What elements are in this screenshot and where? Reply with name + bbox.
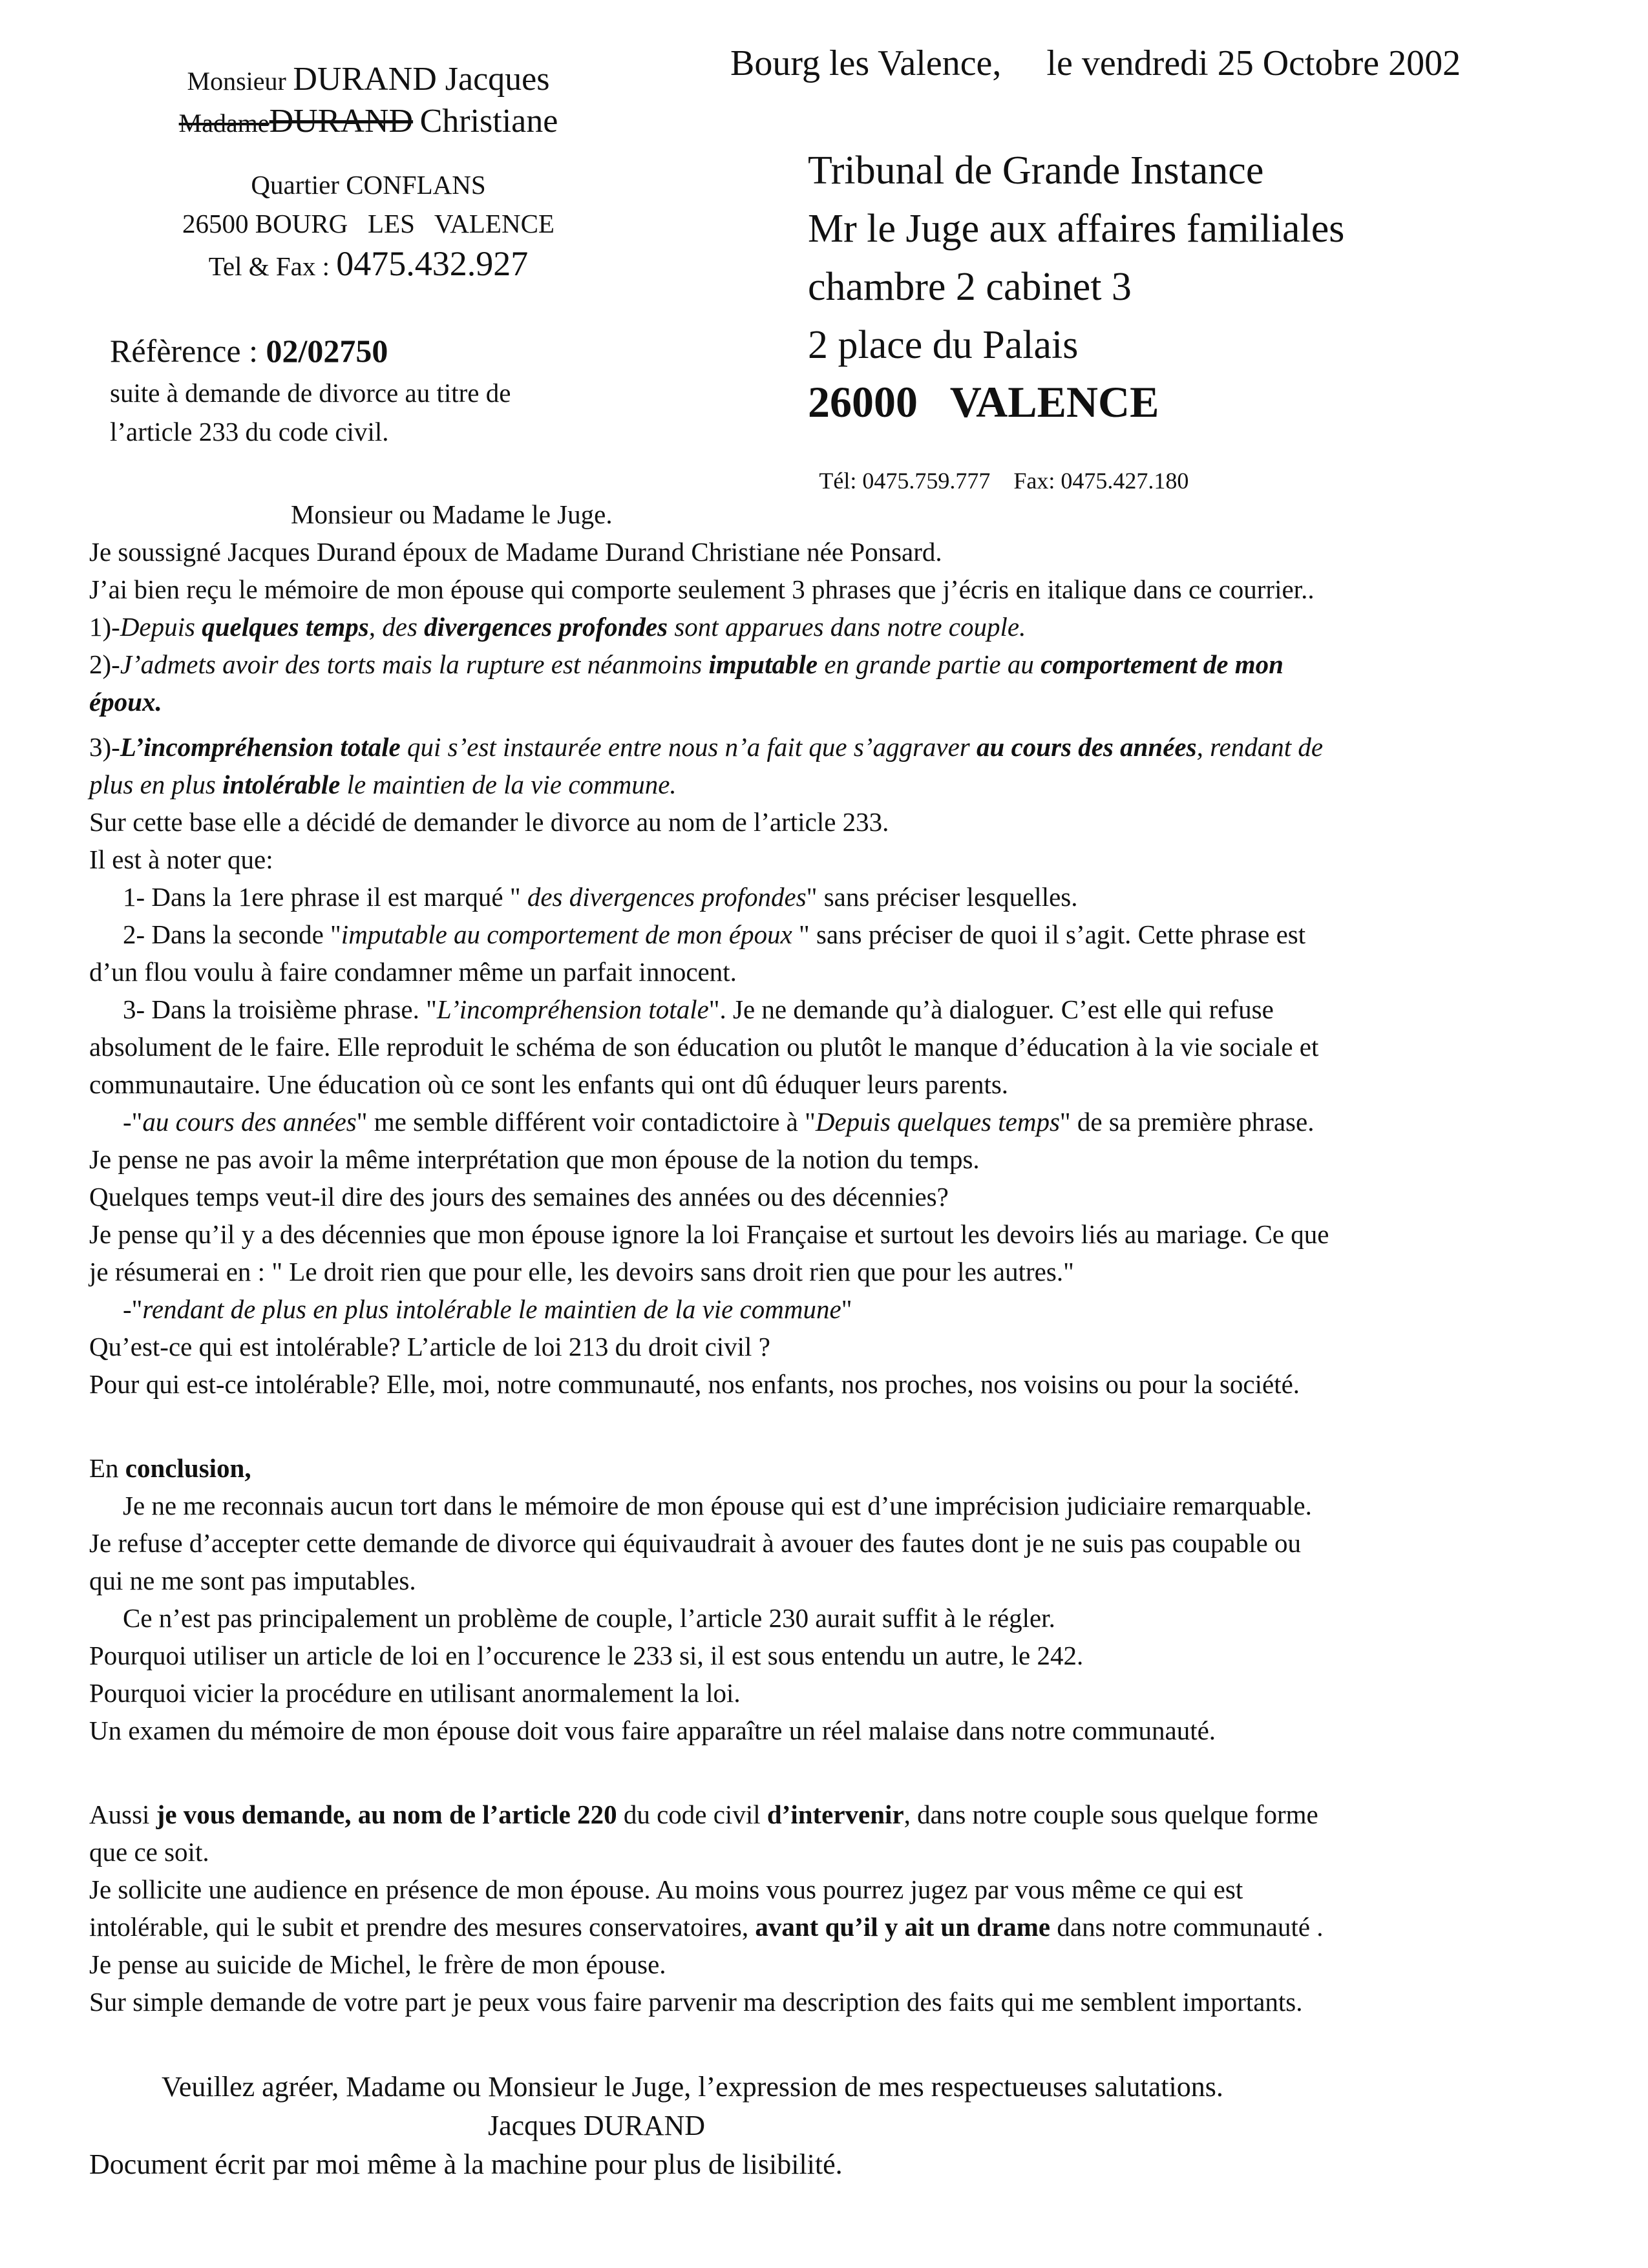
body-line: je résumerai en : " Le droit rien que pour elle, les devoirs sans droit rien que pour les autres."	[89, 1257, 1074, 1286]
body-line: Je pense ne pas avoir la même interprétation que mon épouse de la notion du temps.	[89, 1144, 980, 1174]
sender-name-line: Monsieur DURAND Jacques	[187, 61, 550, 98]
body-line: Pourquoi vicier la procédure en utilisant anormalement la loi.	[89, 1678, 741, 1708]
recipient-contact: Tél: 0475.759.777 Fax: 0475.427.180	[819, 468, 1189, 494]
body-line: Je soussigné Jacques Durand époux de Madame Durand Christiane née Ponsard.	[89, 537, 942, 567]
sender-phone-line: Tel & Fax : 0475.432.927	[208, 244, 529, 283]
body-line: Pour qui est-ce intolérable? Elle, moi, notre communauté, nos enfants, nos proches, nos voisins ou pour la société.	[89, 1369, 1300, 1399]
body-line: Ce n’est pas principalement un problème de couple, l’article 230 aurait suffit à le régler.	[123, 1603, 1055, 1633]
recipient-judge: Mr le Juge aux affaires familiales	[808, 207, 1345, 251]
quote-2: 2)-J’admets avoir des torts mais la rupture est néanmoins imputable en grande partie au comportement de mon	[89, 649, 1284, 679]
body-line: Sur simple demande de votre part je peux vous faire parvenir ma description des faits qui me semblent importants.	[89, 1987, 1303, 2017]
body-line: Je refuse d’accepter cette demande de divorce qui équivaudrait à avouer des fautes dont je ne suis pas coupable ou	[89, 1528, 1301, 1558]
conclusion-heading: En conclusion,	[89, 1453, 251, 1483]
body-line: Sur cette base elle a décidé de demander le divorce au nom de l’article 233.	[89, 807, 889, 837]
recipient-court: Tribunal de Grande Instance	[808, 149, 1264, 193]
typed-note: Document écrit par moi même à la machine pour plus de lisibilité.	[89, 2148, 843, 2180]
sender-address-1: Quartier CONFLANS	[251, 170, 486, 200]
quote-3: 3)-L’incompréhension totale qui s’est instaurée entre nous n’a fait que s’aggraver au cours des années, rendant de	[89, 732, 1324, 762]
place-date: Bourg les Valence, le vendredi 25 Octobre 2002	[730, 43, 1461, 83]
quote-1: 1)-Depuis quelques temps, des divergences profondes sont apparues dans notre couple.	[89, 612, 1026, 642]
recipient-chamber: chambre 2 cabinet 3	[808, 265, 1132, 309]
sender-spouse-line: MadameDURAND Christiane	[178, 103, 558, 140]
body-line: Je pense qu’il y a des décennies que mon épouse ignore la loi Française et surtout les devoirs liés au mariage. Ce que	[89, 1219, 1329, 1249]
quote-2-cont: époux.	[89, 687, 162, 717]
note-3: 3- Dans la troisième phrase. "L’incompréhension totale". Je ne demande qu’à dialoguer. C’est elle qui refuse	[123, 994, 1274, 1024]
reference-desc-1: suite à demande de divorce au titre de	[110, 378, 511, 408]
body-line: Je sollicite une audience en présence de mon épouse. Au moins vous pourrez jugez par vous même ce qui est	[89, 1874, 1243, 1904]
sender-address-2: 26500 BOURG LES VALENCE	[182, 209, 555, 238]
body-line: d’un flou voulu à faire condamner même un parfait innocent.	[89, 957, 737, 987]
body-line: Qu’est-ce qui est intolérable? L’article de loi 213 du droit civil ?	[89, 1332, 770, 1361]
quote-3-cont: plus en plus intolérable le maintien de la vie commune.	[89, 770, 677, 799]
note-4: -"au cours des années" me semble différent voir contadictoire à "Depuis quelques temps" de sa première phrase.	[123, 1107, 1315, 1137]
note-5: -"rendant de plus en plus intolérable le maintien de la vie commune"	[123, 1294, 852, 1324]
request-line: Aussi je vous demande, au nom de l’article 220 du code civil d’intervenir, dans notre couple sous quelque forme	[89, 1800, 1318, 1829]
reference-desc-2: l’article 233 du code civil.	[110, 417, 389, 446]
recipient-city: 26000 VALENCE	[808, 377, 1159, 426]
salutation: Monsieur ou Madame le Juge.	[291, 499, 613, 529]
note-2: 2- Dans la seconde "imputable au comportement de mon époux " sans préciser de quoi il s’agit. Cette phrase est	[123, 919, 1306, 949]
body-line: J’ai bien reçu le mémoire de mon épouse qui comporte seulement 3 phrases que j’écris en italique dans ce courrier..	[89, 574, 1315, 604]
body-line: que ce soit.	[89, 1837, 209, 1867]
body-line: communautaire. Une éducation où ce sont les enfants qui ont dû éduquer leurs parents.	[89, 1069, 1009, 1099]
signature: Jacques DURAND	[488, 2110, 706, 2141]
body-line: Quelques temps veut-il dire des jours des semaines des années ou des décennies?	[89, 1182, 949, 1212]
body-line: Il est à noter que:	[89, 845, 273, 874]
body-line: Pourquoi utiliser un article de loi en l’occurence le 233 si, il est sous entendu un autre, le 242.	[89, 1641, 1084, 1670]
body-line: Un examen du mémoire de mon épouse doit vous faire apparaître un réel malaise dans notre communauté.	[89, 1716, 1216, 1745]
recipient-street: 2 place du Palais	[808, 323, 1079, 367]
body-line: Je ne me reconnais aucun tort dans le mémoire de mon épouse qui est d’une imprécision judiciaire remarquable.	[123, 1491, 1312, 1520]
body-line: absolument de le faire. Elle reproduit le schéma de son éducation ou plutôt le manque d’éducation à la vie sociale et	[89, 1032, 1319, 1062]
closing-formula: Veuillez agréer, Madame ou Monsieur le Juge, l’expression de mes respectueuses salutations.	[162, 2071, 1223, 2103]
reference-line: Réfèrence : 02/02750	[110, 333, 388, 369]
body-line: qui ne me sont pas imputables.	[89, 1566, 416, 1595]
body-line: intolérable, qui le subit et prendre des mesures conservatoires, avant qu’il y ait un drame dans notre communauté .	[89, 1912, 1324, 1942]
body-line: Je pense au suicide de Michel, le frère de mon épouse.	[89, 1949, 666, 1979]
note-1: 1- Dans la 1ere phrase il est marqué " des divergences profondes" sans préciser lesquelles.	[123, 882, 1078, 912]
